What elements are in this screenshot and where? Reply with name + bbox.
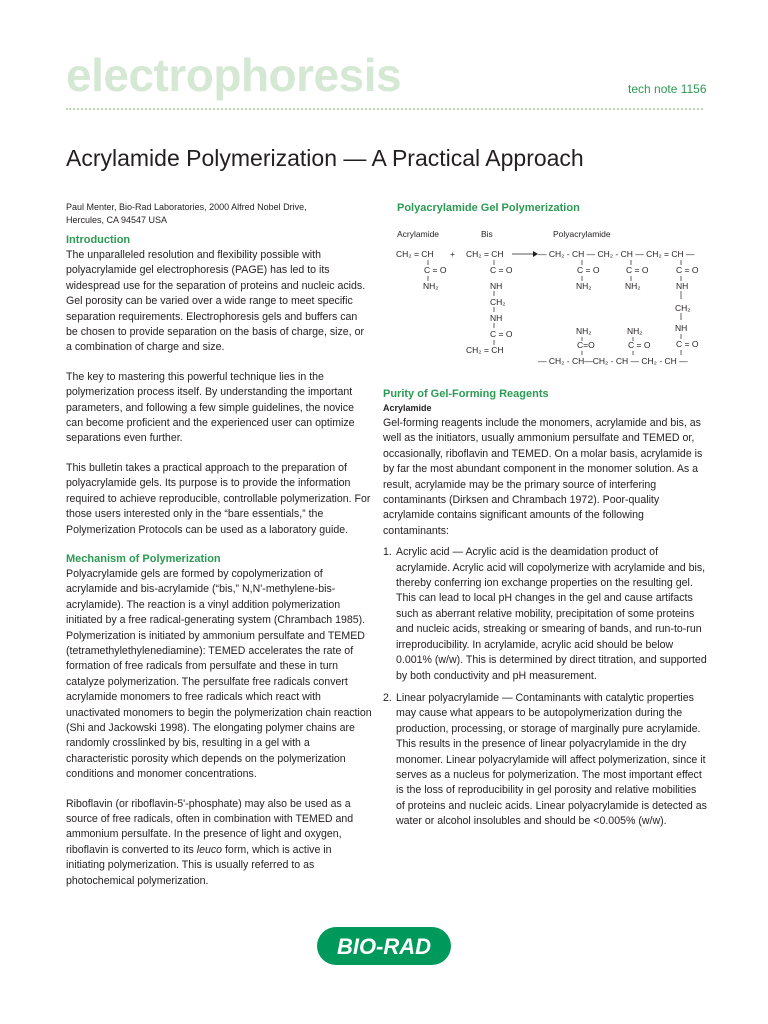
- acrylamide-structure: [396, 249, 447, 291]
- svg-text:C = O: C = O: [676, 339, 699, 349]
- svg-text:CH₂: CH₂: [490, 297, 506, 307]
- brand-title: electrophoresis: [66, 49, 402, 101]
- bis-structure: [466, 249, 513, 355]
- svg-text:C=O: C=O: [577, 340, 595, 350]
- contaminant-list: [383, 545, 708, 829]
- svg-text:NH₂: NH₂: [423, 281, 439, 291]
- polyacrylamide-structure: [538, 249, 699, 366]
- logo-text: BIO-RAD: [336, 934, 432, 959]
- svg-text:C = O: C = O: [626, 265, 649, 275]
- tech-note-label: tech note 1156: [628, 82, 707, 96]
- svg-text:CH₂ = CH: CH₂ = CH: [466, 345, 504, 355]
- svg-text:CH₂: CH₂: [675, 303, 691, 313]
- svg-text:C = O: C = O: [628, 340, 651, 350]
- svg-text:NH: NH: [490, 281, 503, 291]
- list-item-text: Acrylic acid — Acrylic acid is the deamidation product of acrylamide. Acrylic acid will copolymerize with acrylamide and bis, thereby conferring ion exchange properties on the resulting gel. This can lead to local pH changes in the gel and cause artifacts such as aberrant relative mobility, precipitation of some proteins and nucleic acids, streaking or smearing of bands, and run-to-run irreproducibility. In acrylamide, acrylic acid should be below 0.001% (w/w). This is determined by direct titration, and supported by both conductivity and pH measurement.: [396, 546, 707, 682]
- svg-text:— CH₂ - CH — CH₂ - CH — CH₂ =: — CH₂ - CH — CH₂ - CH — CH₂ = CH —: [538, 249, 695, 259]
- reaction-arrow: [512, 251, 538, 257]
- mechanism-paragraph-2: [66, 797, 372, 889]
- svg-text:NH₂: NH₂: [576, 326, 592, 336]
- label-polyacrylamide: Polyacrylamide: [553, 229, 611, 239]
- author-line-2: Hercules, CA 94547 USA: [66, 215, 168, 225]
- purity-heading: Purity of Gel-Forming Reagents: [383, 388, 549, 400]
- svg-text:NH₂: NH₂: [576, 281, 592, 291]
- author-block: [66, 201, 336, 227]
- intro-paragraph-1: The unparalleled resolution and flexibility possible with polyacrylamide gel electrophoresis (PAGE) has led to its widespread use for the separation of proteins and nucleic acids. Gel porosity can be varied over a wide range to meet specific separation requirements. Electrophoresis gels and buffers can be chosen to provide separation on the basis of charge, size, or a combination of charge and size.: [66, 249, 366, 354]
- leuco-term: leuco: [196, 843, 223, 856]
- bio-rad-logo: [316, 926, 452, 966]
- purity-paragraph: Gel-forming reagents include the monomers, acrylamide and bis, as well as the initiators, usually ammonium persulfate and TEMED or, occasionally, riboflavin and TEMED. On a molar basis, acrylamide is by far the most abundant component in the monomer solution. As a result, acrylamide may be the primary source of interfering contaminants (Dirksen and Chrambach 1972). Poor-quality acrylamide contains significant amounts of the following contaminants:: [383, 417, 703, 537]
- intro-paragraph-2: The key to mastering this powerful technique lies in the polymerization process itself. By understanding the important parameters, and following a few simple guidelines, the novice can become proficient and the experienced user can optimize separations even further.: [66, 370, 355, 445]
- left-column: [66, 233, 372, 903]
- svg-text:C = O: C = O: [676, 265, 699, 275]
- label-acrylamide: Acrylamide: [397, 229, 440, 239]
- list-item: [383, 545, 708, 684]
- mechanism-p2-start: Riboflavin (or riboflavin-5'-phosphate) may also be used as a source of free radicals, often in combination with TEMED and ammonium persulfate. In the presence of light and oxygen, riboflavin is converted to its: [66, 797, 354, 856]
- mechanism-paragraph-1: Polyacrylamide gels are formed by copolymerization of acrylamide and bis-acrylamide (“bis,” N,N'-methylene-bis-acrylamide). The reaction is a vinyl addition polymerization initiated by a free radical-generating system (Chrambach 1985). Polymerization is initiated by ammonium persulfate and TEMED (tetramethylethylenediamine): TEMED accelerates the rate of formation of free radicals from persulfate and these in turn catalyze polymerization. The persulfate free radicals convert acrylamide monomers to free radicals which react with unactivated monomers to begin the polymerization chain reaction (Shi and Jackowski 1998). The elongating polymer chains are randomly crosslinked by bis, resulting in a gel with a characteristic porosity which depends on the polymerization conditions and monomer concentrations.: [66, 567, 372, 781]
- author-line-1: Paul Menter, Bio-Rad Laboratories, 2000 Alfred Nobel Drive,: [66, 202, 307, 212]
- svg-text:C = O: C = O: [424, 265, 447, 275]
- mechanism-p2-end: form, which is active in initiating polymerization. This is usually referred to as photochemical polymerization.: [66, 843, 332, 887]
- svg-text:NH₂: NH₂: [625, 281, 641, 291]
- plus-sign: +: [450, 249, 455, 259]
- list-item: [383, 691, 708, 830]
- svg-text:CH₂ = CH: CH₂ = CH: [396, 249, 434, 259]
- list-item-number: 1.: [383, 546, 392, 559]
- intro-paragraph-3: This bulletin takes a practical approach to the preparation of polyacrylamide gels. Its purpose is to provide the information required to achieve reproducible, controllable polymerization. For those users interested only in the “bare essentials,” the Polymerization Protocols can be used as a laboratory guide.: [66, 461, 371, 536]
- label-bis: Bis: [481, 229, 493, 239]
- svg-text:NH₂: NH₂: [627, 326, 643, 336]
- svg-text:C = O: C = O: [490, 265, 513, 275]
- svg-text:— CH₂ - CH—CH₂ - CH — CH₂ - CH: — CH₂ - CH—CH₂ - CH — CH₂ - CH —: [538, 356, 688, 366]
- list-item-number: 2.: [383, 691, 392, 704]
- polymerization-diagram: [390, 224, 710, 374]
- acrylamide-subheading: Acrylamide: [383, 403, 432, 413]
- right-column: [383, 387, 708, 837]
- svg-text:NH: NH: [676, 281, 689, 291]
- mechanism-heading: Mechanism of Polymerization: [66, 552, 221, 565]
- svg-text:NH: NH: [490, 313, 503, 323]
- header-divider: [66, 108, 703, 110]
- introduction-heading: Introduction: [66, 234, 131, 246]
- diagram-heading: Polyacrylamide Gel Polymerization: [397, 202, 580, 214]
- svg-text:CH₂ = CH: CH₂ = CH: [466, 249, 504, 259]
- svg-text:C = O: C = O: [577, 265, 600, 275]
- svg-text:C = O: C = O: [490, 329, 513, 339]
- svg-text:NH: NH: [675, 323, 688, 333]
- list-item-text: Linear polyacrylamide — Contaminants with catalytic properties may cause what appears to be autopolymerization during the production, processing, or storage of marginally pure acrylamide. This results in the presence of linear polyacrylamide in the dry monomer. Linear polyacrylamide will affect polymerization, since it serves as a nucleus for polymerization. The most important effect is the loss of reproducibility in gel porosity and relative mobilities of proteins and nucleic acids. Linear polyacrylamide is detected as water or alcohol insolubles and should be <0.005% (w/w).: [396, 691, 707, 828]
- page-title: Acrylamide Polymerization — A Practical Approach: [66, 145, 584, 171]
